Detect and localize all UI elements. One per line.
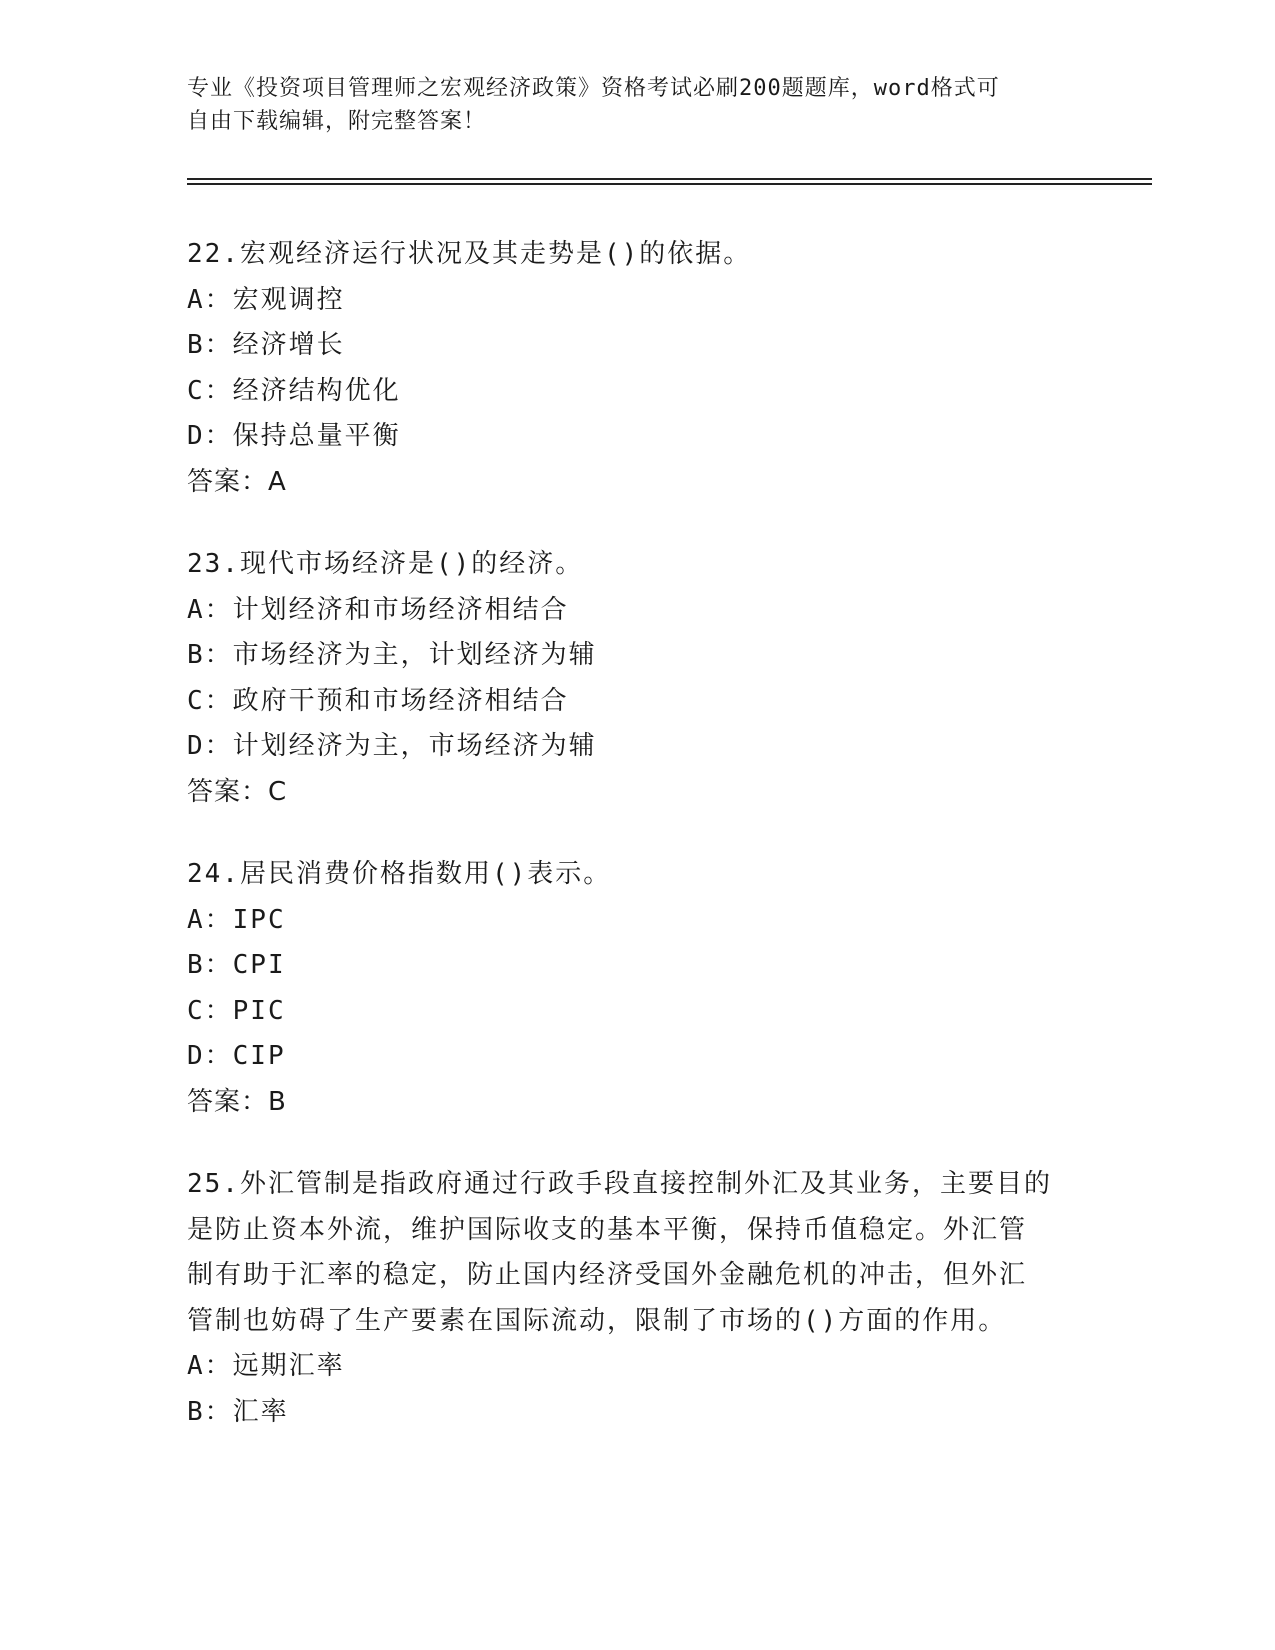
- answer-line: [187, 460, 1087, 506]
- option-a: A：远期汇率: [187, 1351, 345, 1381]
- option-b: B：汇率: [187, 1396, 289, 1427]
- header-divider-bottom: [187, 183, 1152, 185]
- answer-label: 答案：: [187, 776, 269, 807]
- option-a: A：宏观调控: [187, 284, 345, 315]
- question-23: [187, 542, 1087, 815]
- option-d: D：保持总量平衡: [187, 421, 401, 451]
- question-22: [187, 232, 1087, 505]
- answer-line: [187, 770, 1087, 816]
- option-b: B：市场经济为主，计划经济为辅: [187, 640, 597, 670]
- option-c: C：经济结构优化: [187, 375, 401, 406]
- question-stem: 24.居民消费价格指数用()表示。: [187, 859, 612, 889]
- option-d: D：计划经济为主，市场经济为辅: [187, 731, 597, 761]
- option-b: B：经济增长: [187, 330, 345, 360]
- question-list: [187, 232, 1087, 1472]
- question-stem: 23.现代市场经济是()的经济。: [187, 549, 584, 579]
- answer-label: 答案：: [187, 466, 269, 497]
- header-divider-top: [187, 178, 1152, 180]
- answer-value: B: [268, 1086, 287, 1117]
- option-c: C：PIC: [187, 995, 286, 1026]
- question-24: [187, 852, 1087, 1125]
- option-b: B：CPI: [187, 950, 286, 980]
- answer-value: A: [268, 466, 287, 497]
- answer-value: C: [268, 776, 288, 807]
- answer-label: 答案：: [187, 1086, 269, 1117]
- option-a: A：IPC: [187, 904, 286, 935]
- question-25: [187, 1162, 1087, 1435]
- header-line-1: 专业《投资项目管理师之宏观经济政策》资格考试必刷200题题库，word格式可: [187, 76, 1000, 101]
- question-stem-line-2: 是防止资本外流，维护国际收支的基本平衡，保持币值稳定。外汇管: [187, 1214, 1028, 1245]
- question-stem-line-1: 25.外汇管制是指政府通过行政手段直接控制外汇及其业务，主要目的: [187, 1169, 1052, 1199]
- question-stem-line-3: 制有助于汇率的稳定，防止国内经济受国外金融危机的冲击，但外汇: [187, 1260, 1028, 1290]
- option-a: A：计划经济和市场经济相结合: [187, 594, 569, 625]
- option-d: D：CIP: [187, 1041, 286, 1071]
- option-c: C：政府干预和市场经济相结合: [187, 685, 569, 716]
- question-stem-line-4: 管制也妨碍了生产要素在国际流动，限制了市场的()方面的作用。: [187, 1305, 1007, 1336]
- header-line-2: 自由下载编辑，附完整答案！: [187, 109, 487, 134]
- answer-line: [187, 1080, 1087, 1126]
- question-stem: 22.宏观经济运行状况及其走势是()的依据。: [187, 239, 752, 269]
- document-header: [187, 72, 1077, 138]
